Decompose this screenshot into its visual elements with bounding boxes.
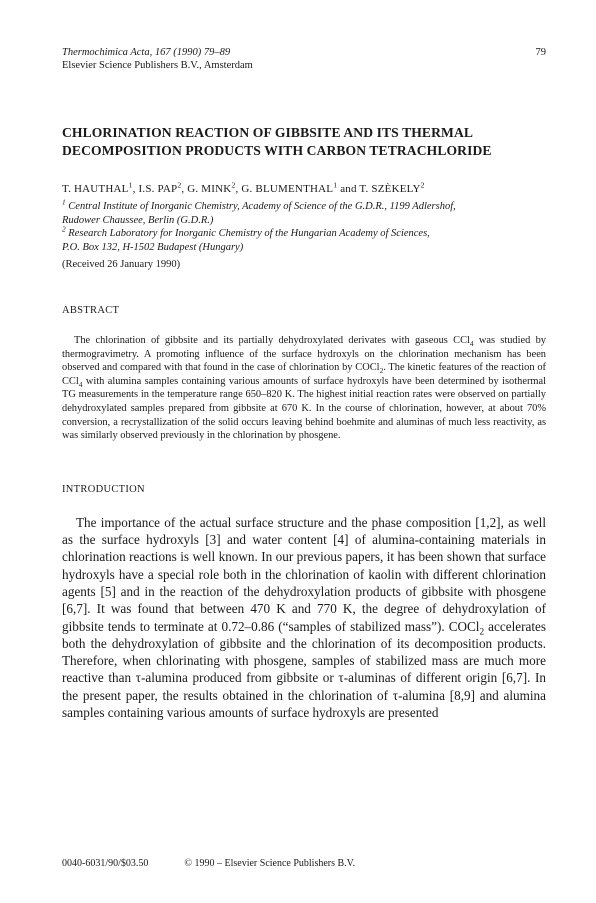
- abstract-segment: was studied by thermogravimetry. A promoting influence of the surface hydroxyls on the chlorination mechanism has been observed and compared with that found in the case of chlorination by COCl: [62, 335, 546, 374]
- body-segment: accelerates both the dehydroxylation of gibbsite and the chlorination of its decomposition products. Therefore, when chlorinating with phosgene, samples of stabilized mass are much more reactive than τ-alumina produced from gibbsite or τ-aluminas of different origin [6,7]. In the present paper, the results obtained in the chlorination of τ-alumina [8,9] and alumina samples containing various amounts of surface hydroxyls are presented: [62, 618, 546, 721]
- affiliation-1-cont: Rudower Chaussee, Berlin (G.D.R.): [62, 214, 214, 226]
- affiliations: [62, 197, 546, 254]
- author-affiliation-mark: 1: [333, 180, 338, 190]
- author-name: , I.S. PAP: [132, 183, 178, 195]
- received-date: (Received 26 January 1990): [62, 259, 181, 270]
- publisher-line: Elsevier Science Publishers B.V., Amsterdam: [62, 60, 253, 71]
- copyright-notice: © 1990 – Elsevier Science Publishers B.V.: [184, 858, 356, 869]
- abstract-segment: with alumina samples containing various amounts of surface hydroxyls have been determined by isothermal TG measurements in the temperature range 650–820 K. The highest initial reaction rates were observed on partially dehydroxylated samples prepared from gibbsite at 670 K. In the course of chlorination, however, at about 70% conversion, a recrystallization of the solid occurs leaving behind boehmite and aluminas of much less reactivity, as was similarly observed previously in the chlorination by phosgene.: [62, 375, 546, 442]
- affiliation-text: Central Institute of Inorganic Chemistry, Academy of Science of the G.D.R., 1199 Adlershof,: [65, 201, 456, 212]
- author-name: , G. MINK: [181, 183, 232, 195]
- author-name: and T. SZÈKELY: [337, 183, 421, 195]
- introduction-text: [62, 514, 546, 722]
- body-segment: The importance of the actual surface structure and the phase composition [1,2], as well as the surface hydroxyls [3] and water content [4] of alumina-containing materials in chlorination reactions is well known. In our previous papers, it has been shown that surface hydroxyls have a special role both in the chlorination of kaolin with different chlorination agents [5] and in the reaction of the dehydroxylation products of gibbsite with phosgene [6,7]. It was found that between 470 K and 770 K, the degree of dehydroxylation of gibbsite tends to terminate at 0.72–0.86 (“samples of stabilized mass”). COCl: [62, 514, 546, 634]
- affiliation-2: [62, 224, 546, 241]
- page-footer: [62, 858, 355, 869]
- affiliation-2-cont: P.O. Box 132, H-1502 Budapest (Hungary): [62, 241, 244, 253]
- abstract-heading: ABSTRACT: [62, 305, 120, 316]
- issn-price-code: 0040-6031/90/$03.50: [62, 858, 149, 869]
- author-affiliation-mark: 2: [177, 180, 182, 190]
- author-affiliation-mark: 2: [231, 180, 236, 190]
- affiliation-mark: 2: [62, 224, 66, 234]
- subscript: 2: [479, 626, 485, 637]
- author-name: T. HAUTHAL: [62, 183, 129, 195]
- affiliation-1: [62, 197, 546, 214]
- journal-header: [62, 46, 546, 72]
- author-name: , G. BLUMENTHAL: [235, 183, 334, 195]
- article-page: [62, 46, 546, 721]
- affiliation-text: Research Laboratory for Inorganic Chemistry of the Hungarian Academy of Sciences,: [65, 228, 430, 239]
- subscript: 4: [78, 380, 83, 389]
- title-line-2: DECOMPOSITION PRODUCTS WITH CARBON TETRACHLORIDE: [62, 143, 492, 158]
- abstract-segment: The chlorination of gibbsite and its partially dehydroxylated derivates with gaseous CCl: [74, 335, 470, 346]
- title-line-1: CHLORINATION REACTION OF GIBBSITE AND ITS THERMAL: [62, 125, 474, 140]
- author-affiliation-mark: 2: [420, 180, 425, 190]
- author-list: [62, 182, 546, 196]
- page-number: 79: [535, 47, 546, 58]
- article-title: [62, 124, 546, 160]
- author-affiliation-mark: 1: [128, 180, 133, 190]
- abstract-text: [62, 334, 546, 443]
- journal-citation: Thermochimica Acta, 167 (1990) 79–89: [62, 47, 231, 58]
- abstract-segment: . The kinetic features of the reaction of CCl: [62, 362, 547, 387]
- subscript: 2: [379, 367, 384, 376]
- affiliation-mark: 1: [62, 197, 66, 207]
- introduction-heading: INTRODUCTION: [62, 483, 145, 495]
- subscript: 4: [469, 340, 474, 349]
